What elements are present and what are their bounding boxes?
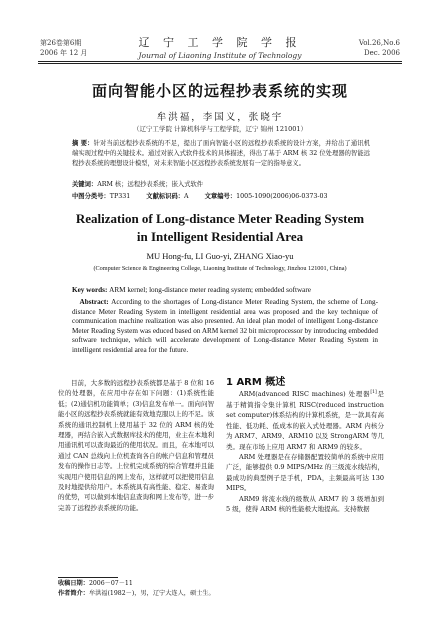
keywords-cn-text: ARM 核；远程抄表系统；嵌入式软件 (97, 181, 204, 188)
keywords-cn (72, 180, 370, 190)
author-bio: 牟洪福(1982－)，男，辽宁大连人，硕士生。 (88, 589, 215, 597)
authors-en: MU Hong-fu, LI Guo-yi, ZHANG Xiao-yu (146, 251, 294, 261)
clc-label: 中图分类号： (72, 193, 110, 200)
article-no-value: 1005-1090(2006)06-0373-03 (236, 193, 328, 200)
journal-name-cn: 辽 宁 工 学 院 学 报 (138, 36, 302, 49)
volume-issue: 第26卷第6期 (40, 39, 82, 47)
doc-code-value: A (184, 193, 189, 200)
paper-title-en-line1: Realization of Long-distance Meter Reading System (75, 211, 365, 226)
affiliation-cn: （辽宁工学院 计算机科学与工程学院，辽宁 锦州 121001） (132, 125, 307, 133)
paper-title-en (0, 210, 440, 246)
body-left-column (58, 378, 214, 513)
header-rule-thin (38, 63, 402, 64)
arm-paragraph-1 (226, 388, 384, 452)
body-right-column (226, 378, 384, 514)
journal-name-en: Journal of Liaoning Institute of Technology (138, 51, 302, 60)
affiliation-en: (Computer Science & Engineering College, Liaoning Institute of Technology, Jinzhou 121001, China) (93, 265, 347, 272)
article-no-label: 文章编号： (204, 193, 237, 200)
paper-title-cn: 面向智能小区的远程抄表系统的实现 (91, 82, 348, 100)
abstract-cn-text: 针对当前远程抄表系统的不足，提出了面向智能小区的远程抄表系统的设计方案，并给出了通讯机端实现过程中的关键技术。通过对嵌入式软件技术的具体描述，得出了基于 ARM 核 32 位处理器的智能远程抄表系统的理想设计模型，对未来智能小区远程抄表系统发展有一定的指导意义。 (72, 140, 370, 167)
clc-value: TP331 (109, 193, 131, 200)
abstract-en (72, 298, 378, 356)
arm-paragraph-3: ARM9 将流水线的级数从 ARM7 的 3 级增加到 5 级，使得 ARM 核的性能极大地提高。支持数据 (226, 494, 384, 514)
keywords-en-text: ARM kernel; long-distance meter reading system; embedded software (109, 286, 311, 294)
arm-para1-rest: 是基于精简指令集计算机 RISC(reduced instruction set computer)体系结构的计算机系统，是一款具有高性能、低功耗、低成本的嵌入式处理器。ARM 内核分为 ARM7、ARM9、ARM10 以及 StrongARM 等几类。现在市场上应用 ARM7 和 ARM9 的较多。 (226, 390, 385, 451)
volume-en: Vol.26,No.6 (358, 39, 400, 47)
keywords-en-label: Key words: (72, 286, 110, 294)
keywords-cn-label: 关键词： (72, 181, 98, 188)
arm-para1-lead: ARM(advanced RISC machines) 处理器 (239, 390, 371, 399)
received-date: 2006－07－11 (88, 580, 133, 587)
issue-date: 2006 年 12 月 (40, 49, 88, 57)
authors-cn: 牟洪福，李国义，张晓宇 (156, 112, 284, 123)
author-bio-label: 作者简介： (58, 589, 89, 597)
received-label: 收稿日期： (58, 580, 89, 587)
paper-title-en-line2: in Intelligent Residential Area (136, 229, 304, 244)
abstract-cn (72, 139, 370, 169)
footnote-rule (58, 577, 118, 578)
classification-info (72, 192, 392, 202)
footnote (58, 579, 238, 598)
journal-volume-en (359, 38, 400, 58)
abstract-en-text: According to the shortages of Long-distance Meter Reading System, the scheme of Long-distance Meter Reading System in intelligent residential area was proposed and the key technique of communication machine realization was also presented. An ideal plan model of intelligent Long-distance Meter Reading System was educed based on ARM kernel 32 bit microprocessor by introducing embedded software technique, which will accelerate development of Long-distance Meter Reading System in intelligent residential area for the future. (72, 298, 379, 354)
abstract-en-label: Abstract: (79, 298, 112, 306)
doc-code-label: 文献标识码： (146, 193, 185, 200)
intro-paragraph: 目前，大多数的远程抄表系统都是基于 8 位和 16 位的处理器，在应用中存在如下问题：(1)系统性能低；(2)通信机功能简单；(3)信息发布单一。面向问智能小区的远程抄表系统就能有效地克服以上的不足。该系统的通讯控制机上使用基于 32 位的 ARM 核的处理器，再结合嵌入式数据库技术的使用，业主在本地利用通讯机可以查询最近的使用状况。而且，在本地可以通过 CAN 总线向上位机查询各自的帐户信息和管理员发布的操作日志等。上位机完成系统的综合管理并且能实现用户使用信息的网上发布，这样就可以把使用信息及时地提供给用户。本系统具有高性能、稳定、易查询的优势，可以做到本地信息查询和网上发布等，进一步完善了远程抄表系统的功能。 (58, 379, 214, 512)
date-en: Dec. 2006 (364, 49, 400, 57)
citation-ref: [1] (370, 390, 377, 396)
section-heading: 1 ARM 概述 (226, 377, 286, 388)
header-rule (38, 61, 402, 62)
abstract-cn-label: 摘 要： (72, 140, 94, 147)
arm-paragraph-2: ARM 处理器是在存储器配置较简单的系统中应用广泛，能够提供 0.9 MIPS/MHz 的三级流水线结构，最成功的典型例子是手机，PDA，主频最高可达 130 MIPS。 (226, 453, 384, 493)
keywords-en (72, 286, 382, 294)
